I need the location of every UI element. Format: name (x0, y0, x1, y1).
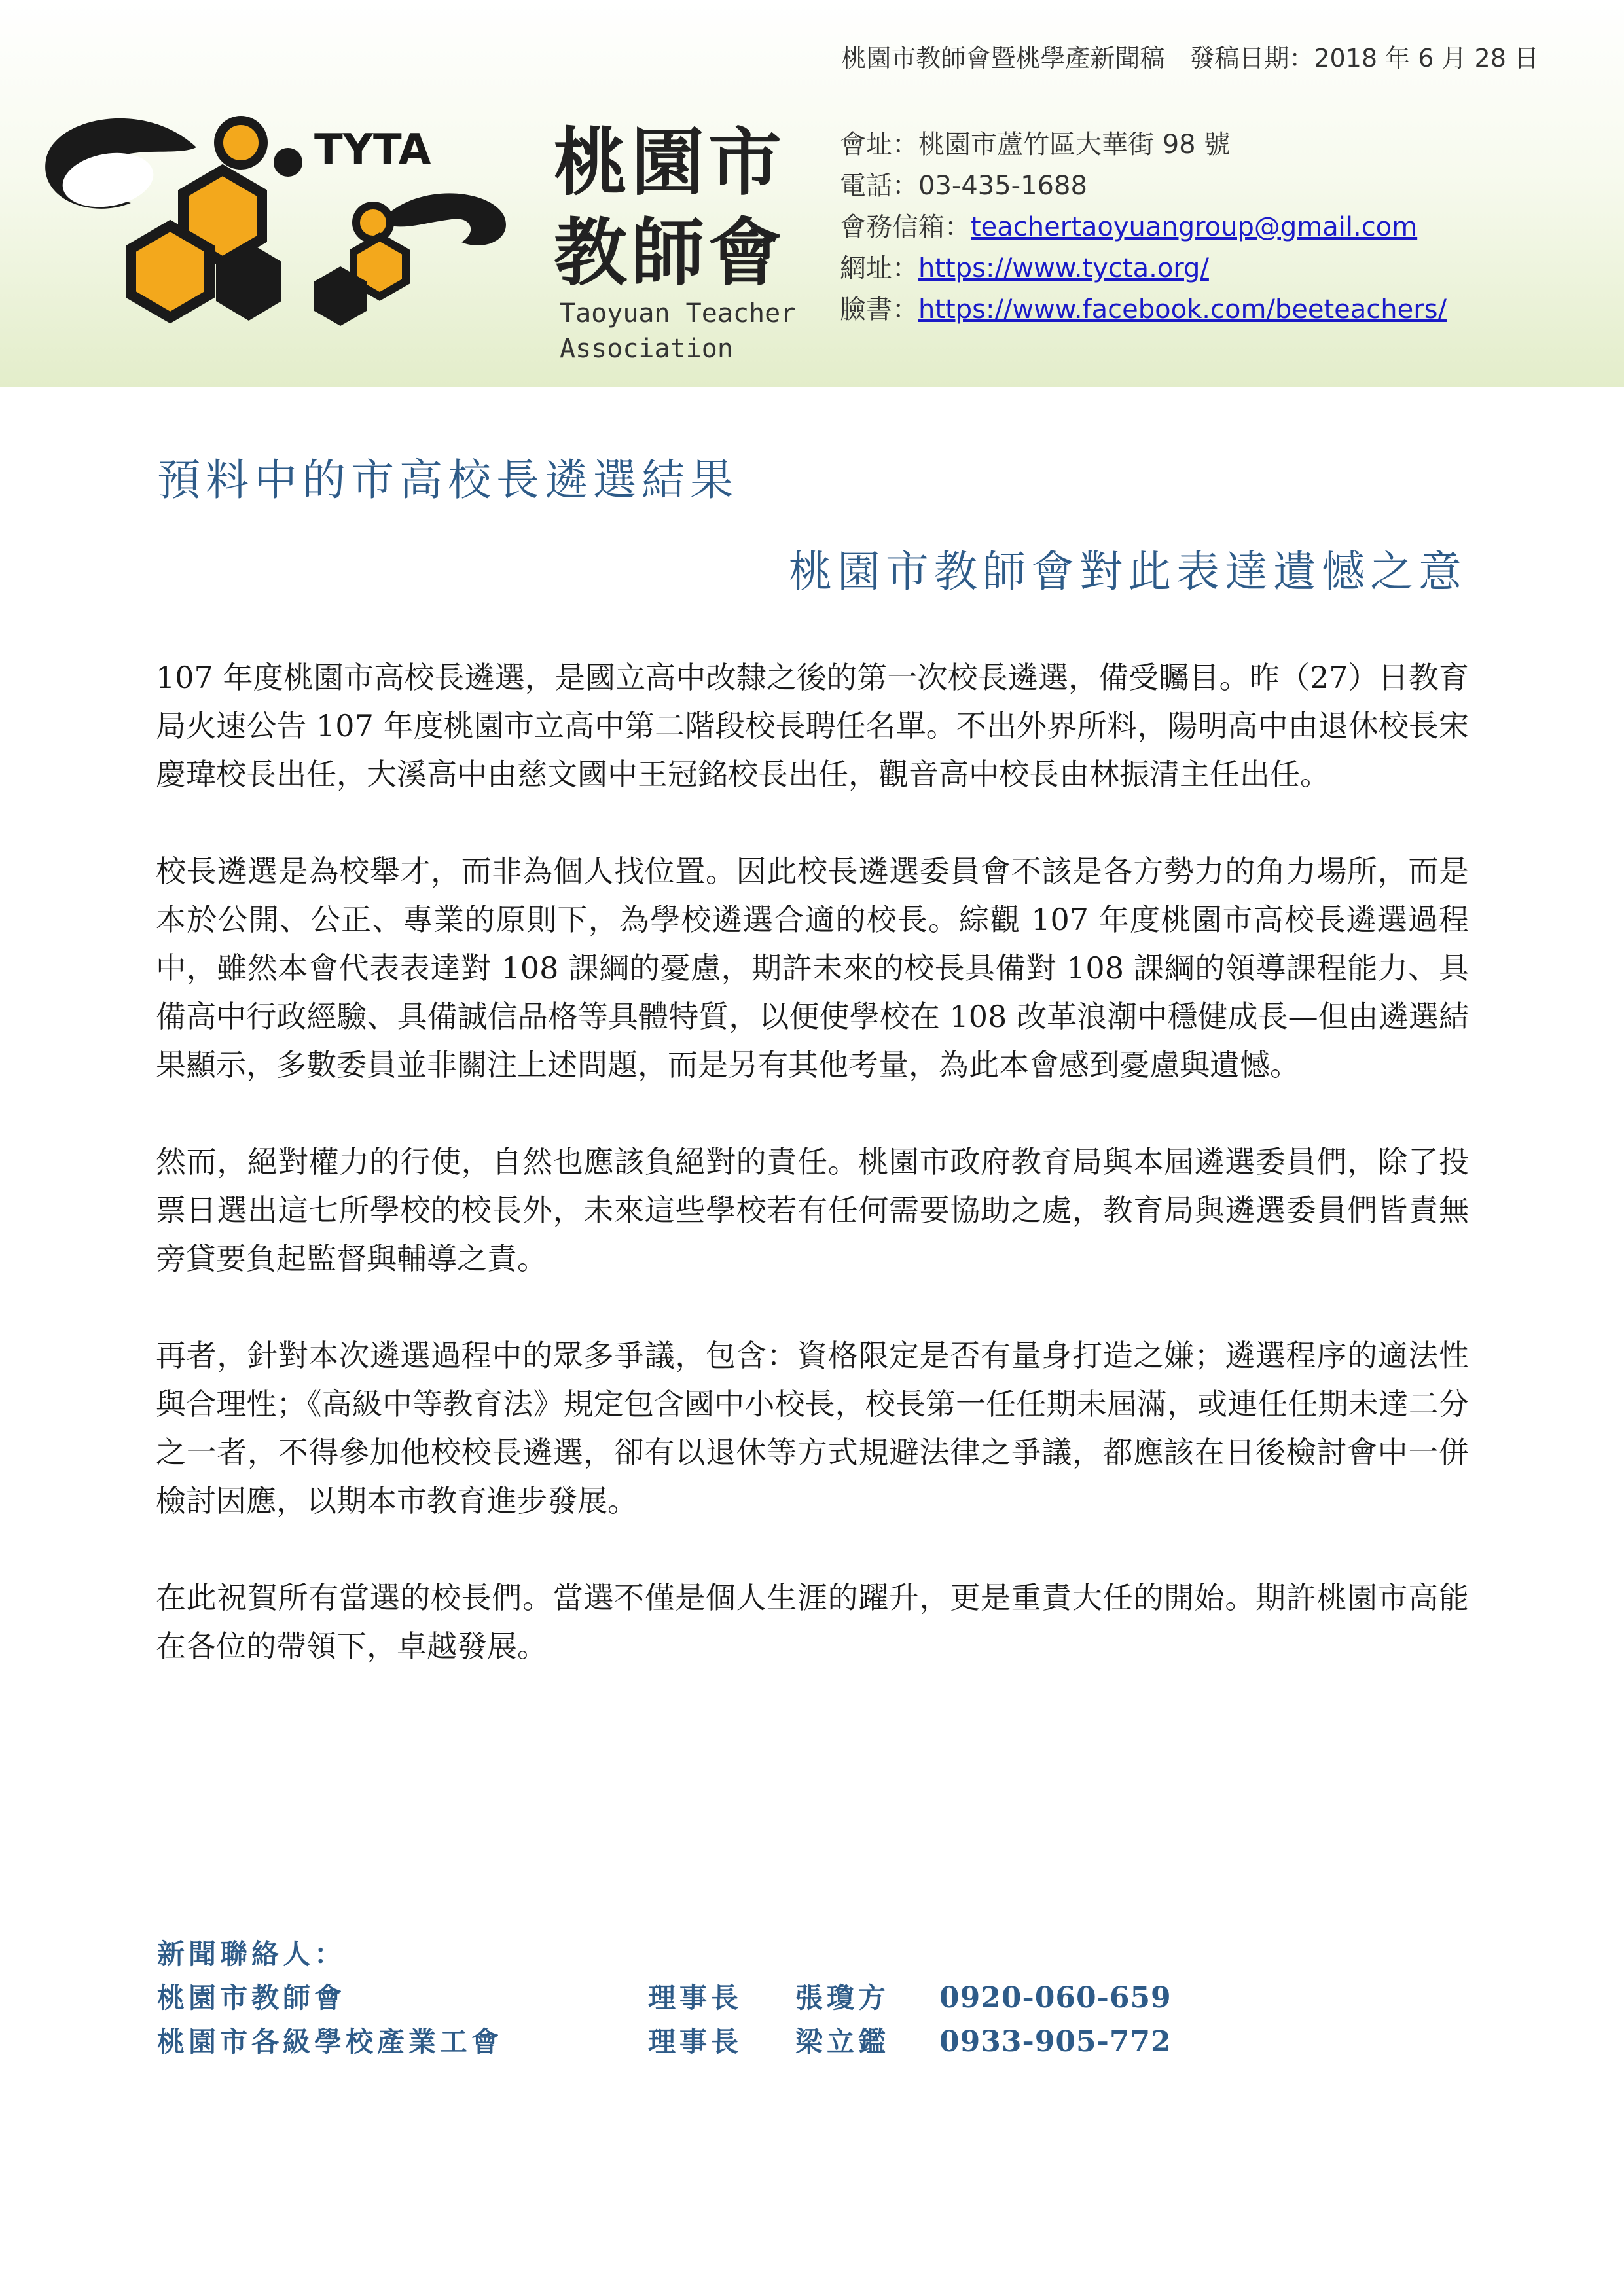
contact-facebook-row (840, 289, 1447, 331)
contact-phone-number: 0933-905-772 (939, 2025, 1172, 2058)
contact-phone: 電話：03-435-1688 (840, 171, 1087, 201)
contact-facebook-link[interactable]: https://www.facebook.com/beeteachers/ (918, 295, 1447, 325)
paragraph-5: 在此祝賀所有當選的校長們。當選不僅是個人生涯的躍升，更是重責大任的開始。期許桃園市高能在各位的帶領下，卓越發展。 (156, 1580, 1469, 1664)
paragraph-4: 再者，針對本次遴選過程中的眾多爭議，包含：資格限定是否有量身打造之嫌；遴選程序的適法性與合理性；《高級中等教育法》規定包含國中小校長，校長第一任任期未屆滿，或連任任期未達二分之一者，不得參加他校校長遴選，卻有以退休等方式規避法律之爭議，都應該在日後檢討會中一併檢討因應，以期本市教育進步發展。 (156, 1338, 1469, 1518)
press-contact-row (157, 2020, 1172, 2064)
contact-email-link[interactable]: teachertaoyuangroup@gmail.com (971, 212, 1418, 242)
contact-website-link[interactable]: https://www.tycta.org/ (918, 253, 1209, 283)
article-body (156, 653, 1469, 1719)
org-en-line1: Taoyuan Teacher (560, 298, 797, 329)
contact-name: 梁立鑑 (795, 2026, 890, 2058)
paragraph-1: 107 年度桃園市高校長遴選，是國立高中改隸之後的第一次校長遴選，備受矚目。昨（27）日教育局火速公告 107 年度桃園市立高中第二階段校長聘任名單。不出外界所料，陽明高中由退休校長宋慶瑋校長出任，大溪高中由慈文國中王冠銘校長出任，觀音高中校長由林振清主任出任。 (156, 660, 1469, 792)
contact-website-row (840, 248, 1447, 289)
contact-website-label: 網址： (840, 253, 918, 283)
org-name-line2: 教師會 (554, 211, 785, 296)
paragraph-3: 然而，絕對權力的行使，自然也應該負絕對的責任。桃園市政府教育局與本屆遴選委員們，除了投票日選出這七所學校的校長外，未來這些學校若有任何需要協助之處，教育局與遴選委員們皆責無旁貸要負起監督與輔導之責。 (156, 1144, 1469, 1276)
org-name-line1: 桃園市 (554, 120, 785, 206)
press-contact-row (157, 1976, 1172, 2020)
paragraph-2: 校長遴選是為校舉才，而非為個人找位置。因此校長遴選委員會不該是各方勢力的角力場所，而是本於公開、公正、專業的原則下，為學校遴選合適的校長。綜觀 107 年度桃園市高校長遴選過程中，雖然本會代表表達對 108 課綱的憂慮，期許未來的校長具備對 108 課綱的領導課程能力、具備高中行政經驗、具備誠信品格等具體特質，以便使學校在 108 改革浪潮中穩健成長—但由遴選結果顯示，多數委員並非關注上述問題，而是另有其他考量，為此本會感到憂慮與遺憾。 (156, 853, 1469, 1083)
contact-role: 理事長 (648, 1982, 743, 2014)
press-contacts (157, 1932, 1172, 2064)
contact-email-row (840, 207, 1447, 248)
contact-org: 桃園市各級學校產業工會 (157, 2026, 503, 2058)
contact-role: 理事長 (648, 2026, 743, 2058)
dateline: 桃園市教師會暨桃學產新聞稿 發稿日期：2018 年 6 月 28 日 (841, 44, 1539, 73)
contact-address: 會址：桃園市蘆竹區大華街 98 號 (840, 130, 1231, 160)
tyta-bee-logo (33, 85, 530, 347)
contact-facebook-label: 臉書： (840, 295, 918, 325)
org-name (554, 118, 822, 298)
org-name-english (560, 296, 796, 367)
press-contacts-label: 新聞聯絡人： (157, 1938, 346, 1970)
contact-org: 桃園市教師會 (157, 1982, 346, 2014)
org-en-line2: Association (560, 334, 733, 364)
article-title: 預料中的市高校長遴選結果 (157, 455, 738, 505)
contact-email-label: 會務信箱： (840, 212, 971, 242)
logo-mark-text: TYTA (314, 126, 431, 174)
contact-info (840, 124, 1447, 331)
article-subtitle: 桃園市教師會對此表達遺憾之意 (789, 547, 1467, 597)
contact-phone-number: 0920-060-659 (939, 1981, 1172, 2015)
contact-name: 張瓊方 (795, 1982, 890, 2014)
